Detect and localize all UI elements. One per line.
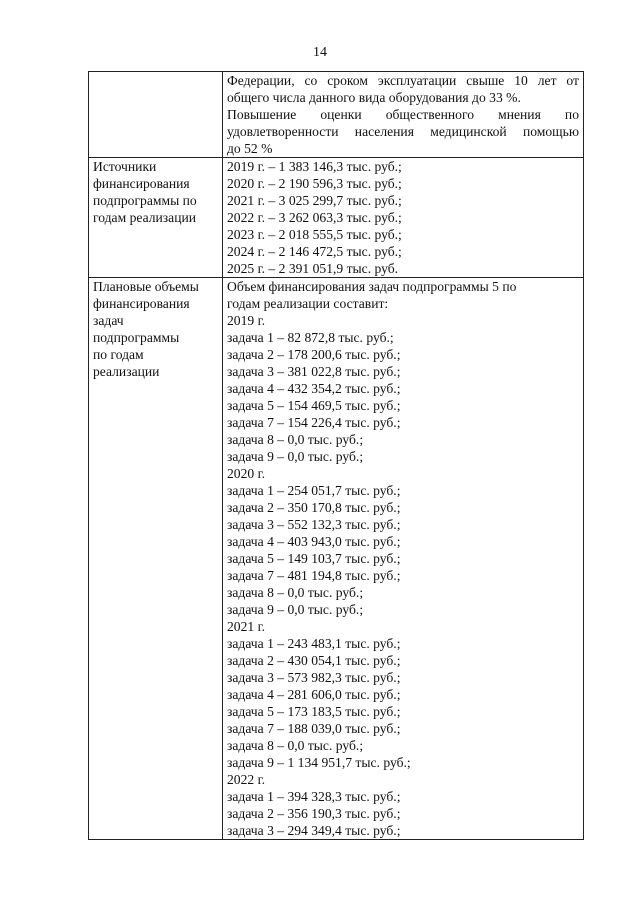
year-funding-line: 2021 г. – 3 025 299,7 тыс. руб.; — [227, 193, 402, 208]
text-line: общего числа данного вида оборудования до 33 %. — [227, 90, 521, 105]
label-line: финансирования — [93, 296, 190, 311]
task-line: задача 1 – 394 328,3 тыс. руб.; — [227, 789, 401, 804]
task-line: задача 2 – 350 170,8 тыс. руб.; — [227, 500, 401, 515]
task-line: задача 5 – 173 183,5 тыс. руб.; — [227, 704, 401, 719]
task-line: задача 3 – 573 982,3 тыс. руб.; — [227, 670, 401, 685]
year-heading: 2021 г. — [227, 619, 266, 634]
year-funding-line: 2019 г. – 1 383 146,3 тыс. руб.; — [227, 159, 402, 174]
task-line: задача 9 – 1 134 951,7 тыс. руб.; — [227, 755, 411, 770]
task-line: задача 4 – 403 943,0 тыс. руб.; — [227, 534, 401, 549]
text-line: до 52 % — [227, 141, 273, 156]
label-line: реализации — [93, 364, 160, 379]
text-line: Федерации, со сроком эксплуатации свыше 10 лет от — [227, 73, 579, 88]
label-line: Источники — [93, 159, 157, 174]
task-line: задача 1 – 254 051,7 тыс. руб.; — [227, 483, 401, 498]
year-heading: 2022 г. — [227, 772, 266, 787]
task-line: задача 4 – 432 354,2 тыс. руб.; — [227, 381, 401, 396]
task-line: задача 1 – 82 872,8 тыс. руб.; — [227, 330, 394, 345]
label-line: подпрограммы по — [93, 193, 197, 208]
row-content-funding-by-year — [223, 158, 584, 278]
task-line: задача 2 – 178 200,6 тыс. руб.; — [227, 347, 401, 362]
task-line: задача 7 – 481 194,8 тыс. руб.; — [227, 568, 401, 583]
row-label-funding-sources — [89, 158, 223, 278]
label-line: Плановые объемы — [93, 279, 199, 294]
text-line: Повышение оценки общественного мнения по — [227, 107, 579, 122]
task-line: задача 1 – 243 483,1 тыс. руб.; — [227, 636, 401, 651]
task-line: задача 8 – 0,0 тыс. руб.; — [227, 432, 364, 447]
year-funding-line: 2022 г. – 3 262 063,3 тыс. руб.; — [227, 210, 402, 225]
table-row-planned-volumes — [89, 278, 584, 840]
task-line: задача 3 – 381 022,8 тыс. руб.; — [227, 364, 401, 379]
task-line: задача 4 – 281 606,0 тыс. руб.; — [227, 687, 401, 702]
row-label-empty — [89, 72, 223, 158]
row-content-goals — [223, 72, 584, 158]
year-heading: 2019 г. — [227, 313, 266, 328]
label-line: задач — [93, 313, 124, 328]
row-label-planned-volumes — [89, 278, 223, 840]
year-funding-line: 2020 г. – 2 190 596,3 тыс. руб.; — [227, 176, 402, 191]
table-row-funding-sources — [89, 158, 584, 278]
label-line: годам реализации — [93, 210, 197, 225]
table-row-goals — [89, 72, 584, 158]
task-line: задача 5 – 154 469,5 тыс. руб.; — [227, 398, 401, 413]
program-passport-table — [88, 71, 584, 840]
intro-line: годам реализации составит: — [227, 296, 389, 311]
intro-line: Объем финансирования задач подпрограммы 5 по — [227, 279, 517, 294]
label-line: по годам — [93, 347, 144, 362]
task-line: задача 8 – 0,0 тыс. руб.; — [227, 738, 364, 753]
row-content-task-funding — [223, 278, 584, 840]
page-number: 14 — [313, 45, 327, 60]
year-funding-line: 2024 г. – 2 146 472,5 тыс. руб.; — [227, 244, 402, 259]
task-line: задача 2 – 356 190,3 тыс. руб.; — [227, 806, 401, 821]
task-line: задача 9 – 0,0 тыс. руб.; — [227, 449, 364, 464]
task-line: задача 8 – 0,0 тыс. руб.; — [227, 585, 364, 600]
year-funding-line: 2025 г. – 2 391 051,9 тыс. руб. — [227, 261, 399, 276]
label-line: подпрограммы — [93, 330, 180, 345]
task-line: задача 3 – 294 349,4 тыс. руб.; — [227, 823, 401, 838]
task-line: задача 9 – 0,0 тыс. руб.; — [227, 602, 364, 617]
task-line: задача 2 – 430 054,1 тыс. руб.; — [227, 653, 401, 668]
task-line: задача 7 – 188 039,0 тыс. руб.; — [227, 721, 401, 736]
task-line: задача 3 – 552 132,3 тыс. руб.; — [227, 517, 401, 532]
year-funding-line: 2023 г. – 2 018 555,5 тыс. руб.; — [227, 227, 402, 242]
text-line: удовлетворенности населения медицинской помощью — [227, 124, 579, 139]
year-heading: 2020 г. — [227, 466, 266, 481]
label-line: финансирования — [93, 176, 190, 191]
task-line: задача 7 – 154 226,4 тыс. руб.; — [227, 415, 401, 430]
task-line: задача 5 – 149 103,7 тыс. руб.; — [227, 551, 401, 566]
